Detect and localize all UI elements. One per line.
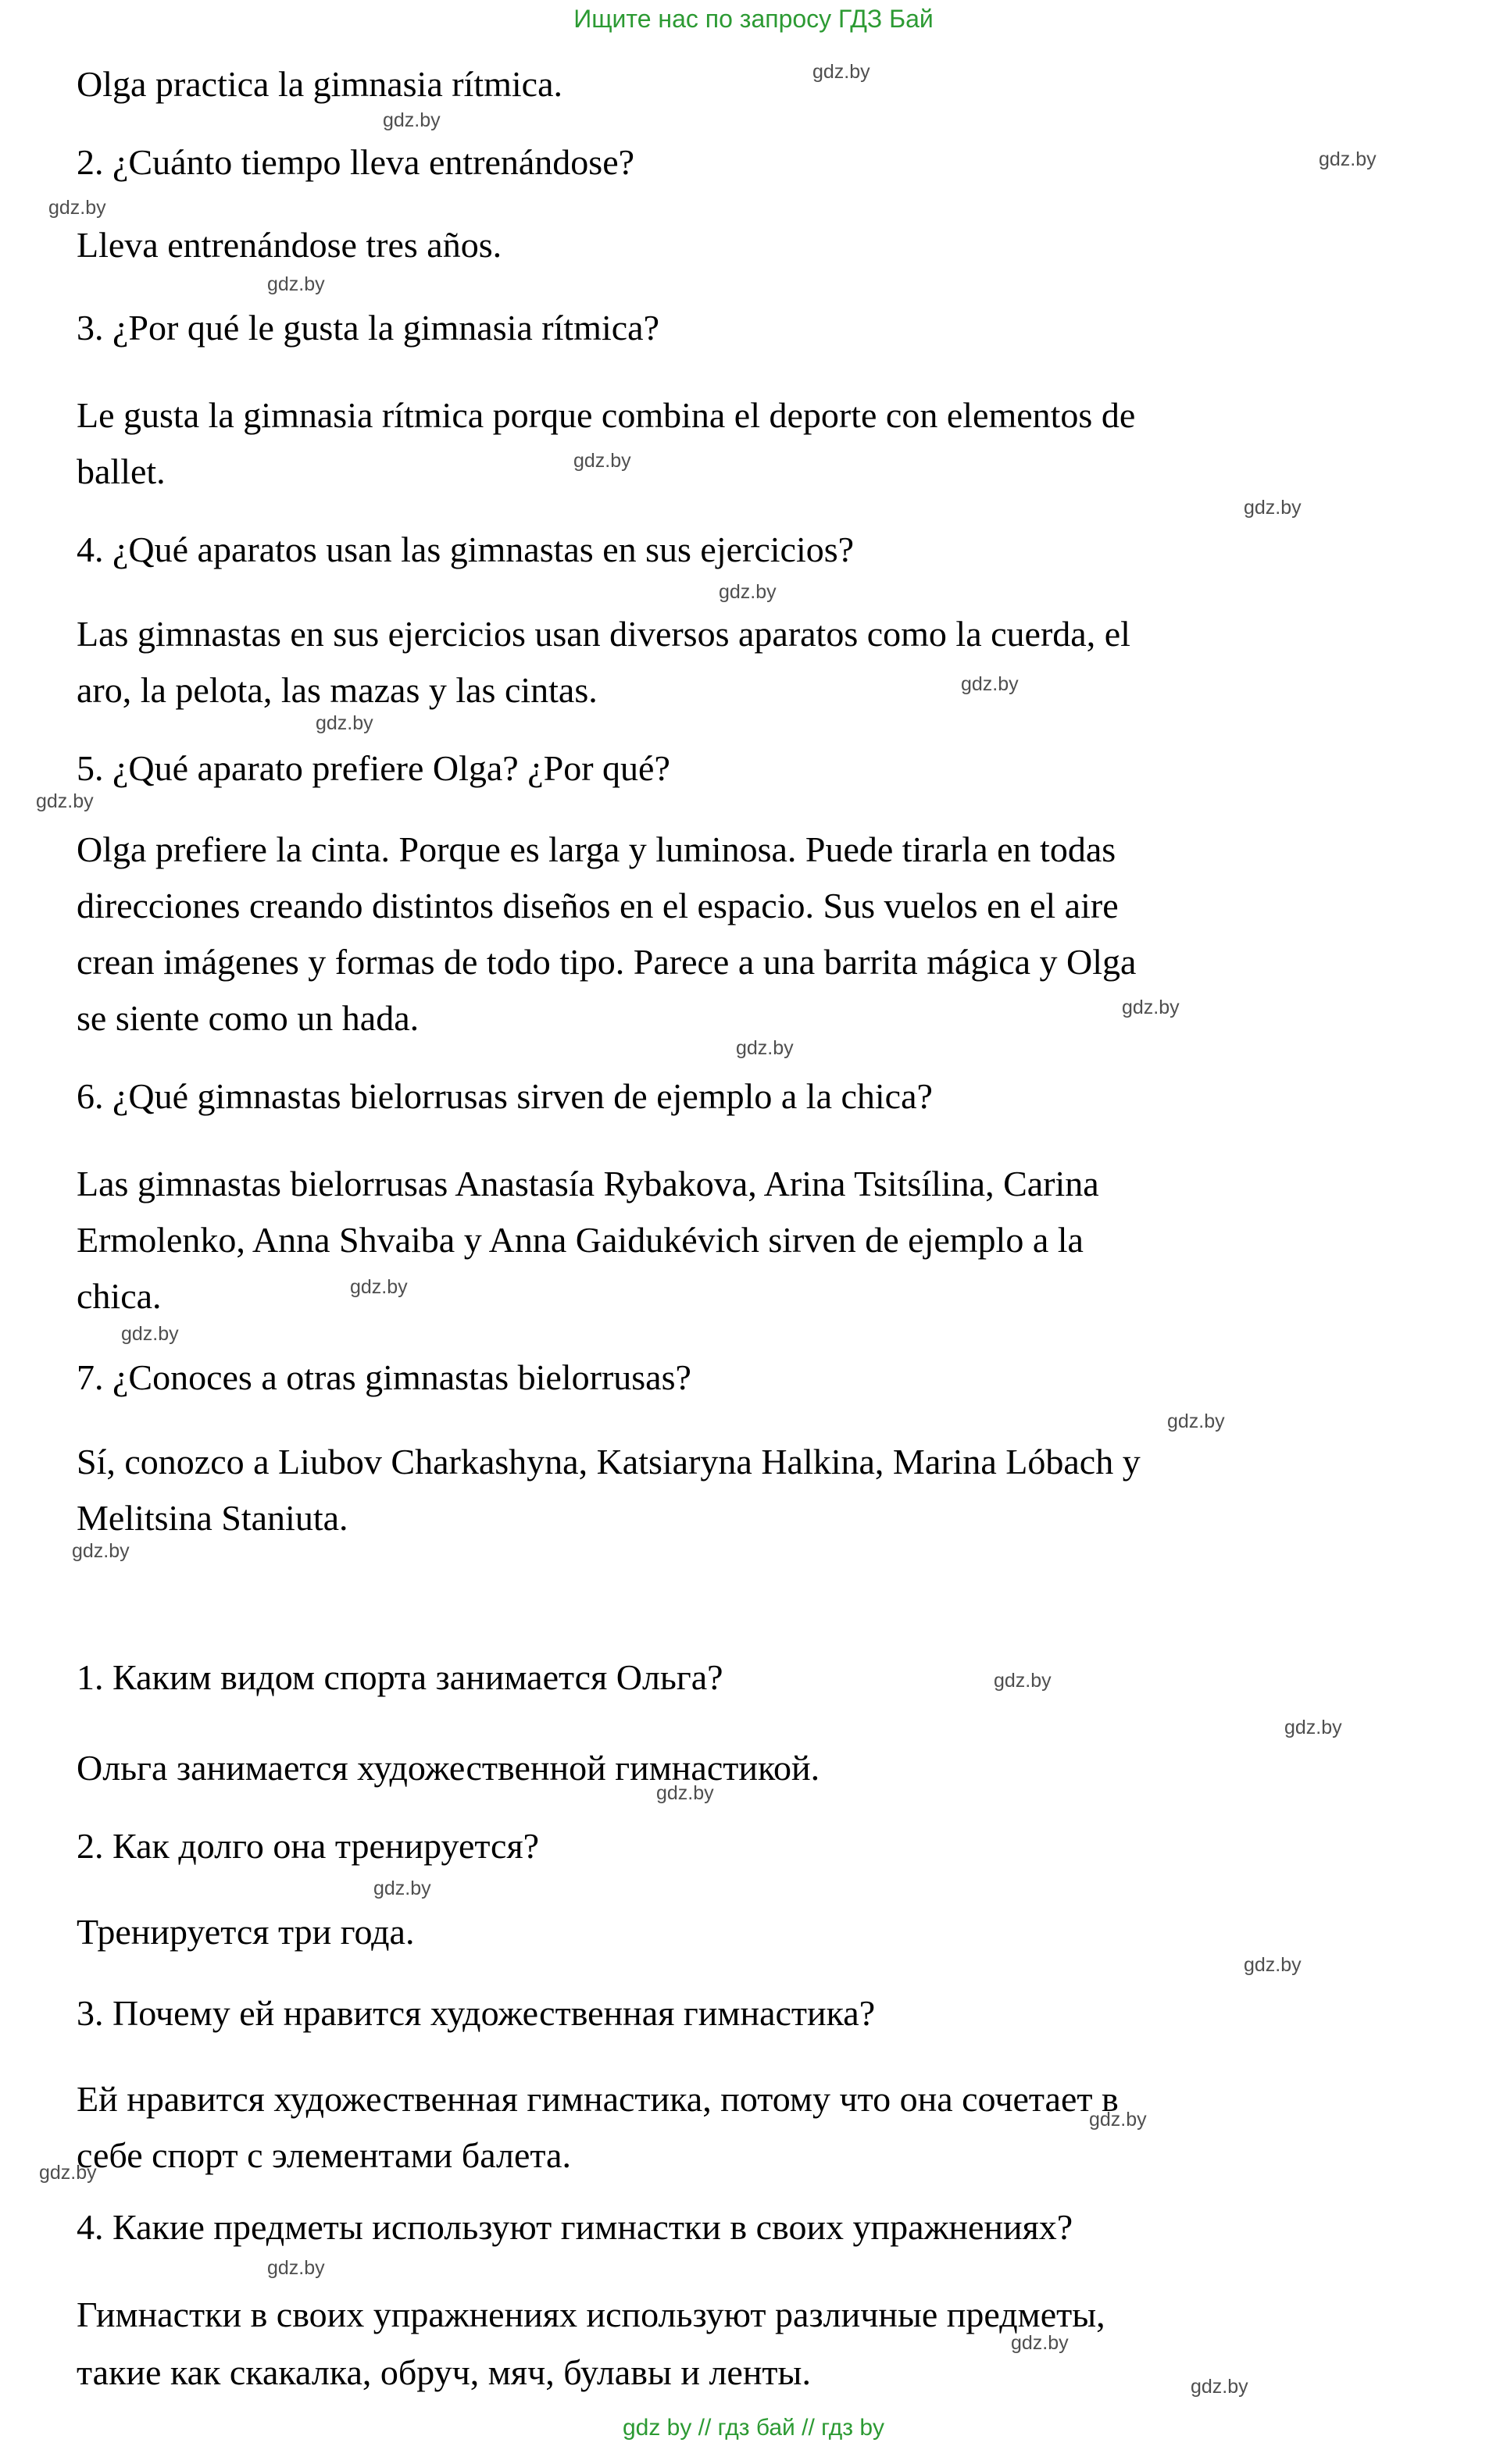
watermark-gdzby: gdz.by (383, 109, 441, 131)
answer-line: Ольга занимается художественной гимнастикой. (77, 1748, 820, 1788)
watermark-gdzby: gdz.by (1011, 2332, 1069, 2354)
watermark-gdzby: gdz.by (736, 1037, 794, 1059)
watermark-gdzby: gdz.by (316, 712, 373, 734)
watermark-gdzby: gdz.by (1122, 997, 1180, 1018)
watermark-gdzby: gdz.by (267, 273, 325, 295)
answer-line: Las gimnastas en sus ejercicios usan diversos aparatos como la cuerda, el (77, 614, 1130, 654)
watermark-gdzby: gdz.by (1167, 1410, 1225, 1432)
answer-line: Sí, conozco a Liubov Charkashyna, Katsiaryna Halkina, Marina Lóbach y (77, 1442, 1141, 1482)
question-line: 2. Как долго она тренируется? (77, 1826, 540, 1866)
watermark-gdzby: gdz.by (573, 450, 631, 472)
question-line: 6. ¿Qué gimnastas bielorrusas sirven de ejemplo a la chica? (77, 1076, 933, 1116)
question-line: 4. Какие предметы используют гимнастки в своих упражнениях? (77, 2207, 1073, 2247)
watermark-gdzby: gdz.by (1089, 2109, 1147, 2131)
answer-line: Гимнастки в своих упражнениях используют различные предметы, (77, 2295, 1105, 2334)
answer-line: Тренируется три года. (77, 1912, 415, 1952)
answer-line: aro, la pelota, las mazas y las cintas. (77, 670, 598, 710)
answer-line: Olga prefiere la cinta. Porque es larga y luminosa. Puede tirarla en todas (77, 829, 1116, 869)
question-line: 4. ¿Qué aparatos usan las gimnastas en sus ejercicios? (77, 530, 855, 569)
watermark-gdzby: gdz.by (1284, 1717, 1342, 1738)
watermark-gdzby: gdz.by (994, 1670, 1052, 1692)
footer-promo: gdz by // гдз бай // гдз by (622, 2415, 885, 2441)
answer-line: себе спорт с элементами балета. (77, 2135, 571, 2175)
watermark-gdzby: gdz.by (267, 2257, 325, 2279)
watermark-gdzby: gdz.by (121, 1323, 179, 1345)
answer-line: Ermolenko, Anna Shvaiba y Anna Gaidukévich sirven de ejemplo a la (77, 1220, 1084, 1260)
watermark-gdzby: gdz.by (656, 1782, 714, 1804)
answer-line: Le gusta la gimnasia rítmica porque combina el deporte con elementos de (77, 395, 1136, 435)
watermark-gdzby: gdz.by (39, 2162, 97, 2184)
question-line: 1. Каким видом спорта занимается Ольга? (77, 1657, 723, 1697)
watermark-gdzby: gdz.by (350, 1276, 408, 1298)
question-line: 7. ¿Conoces a otras gimnastas bielorrusas? (77, 1357, 691, 1397)
answer-line: Lleva entrenándose tres años. (77, 225, 502, 265)
answer-line: crean imágenes y formas de todo tipo. Parece a una barrita mágica y Olga (77, 942, 1137, 982)
answer-line: chica. (77, 1276, 162, 1316)
answer-line: se siente como un hada. (77, 998, 420, 1038)
question-line: 3. ¿Por qué le gusta la gimnasia rítmica? (77, 308, 659, 348)
answer-line: ballet. (77, 451, 166, 491)
watermark-gdzby: gdz.by (812, 61, 870, 83)
watermark-gdzby: gdz.by (1191, 2376, 1248, 2398)
answer-line: такие как скакалка, обруч, мяч, булавы и ленты. (77, 2352, 811, 2392)
watermark-gdzby: gdz.by (1319, 148, 1377, 170)
answer-line: Ей нравится художественная гимнастика, потому что она сочетает в (77, 2079, 1119, 2119)
answer-line: Olga practica la gimnasia rítmica. (77, 64, 563, 104)
watermark-gdzby: gdz.by (961, 673, 1019, 695)
watermark-gdzby: gdz.by (1244, 1954, 1302, 1976)
watermark-gdzby: gdz.by (719, 581, 777, 603)
watermark-gdzby: gdz.by (373, 1877, 431, 1899)
answer-line: Melitsina Staniuta. (77, 1498, 348, 1538)
watermark-gdzby: gdz.by (48, 197, 106, 219)
promo-header: Ищите нас по запросу ГДЗ Бай (573, 5, 934, 33)
watermark-gdzby: gdz.by (1244, 497, 1302, 519)
question-line: 5. ¿Qué aparato prefiere Olga? ¿Por qué? (77, 748, 670, 788)
watermark-gdzby: gdz.by (72, 1540, 130, 1562)
watermark-gdzby: gdz.by (36, 790, 94, 812)
question-line: 3. Почему ей нравится художественная гимнастика? (77, 1993, 876, 2033)
answer-line: Las gimnastas bielorrusas Anastasía Rybakova, Arina Tsitsílina, Carina (77, 1164, 1099, 1203)
question-line: 2. ¿Cuánto tiempo lleva entrenándose? (77, 142, 635, 182)
answer-line: direcciones creando distintos diseños en el espacio. Sus vuelos en el aire (77, 886, 1119, 925)
